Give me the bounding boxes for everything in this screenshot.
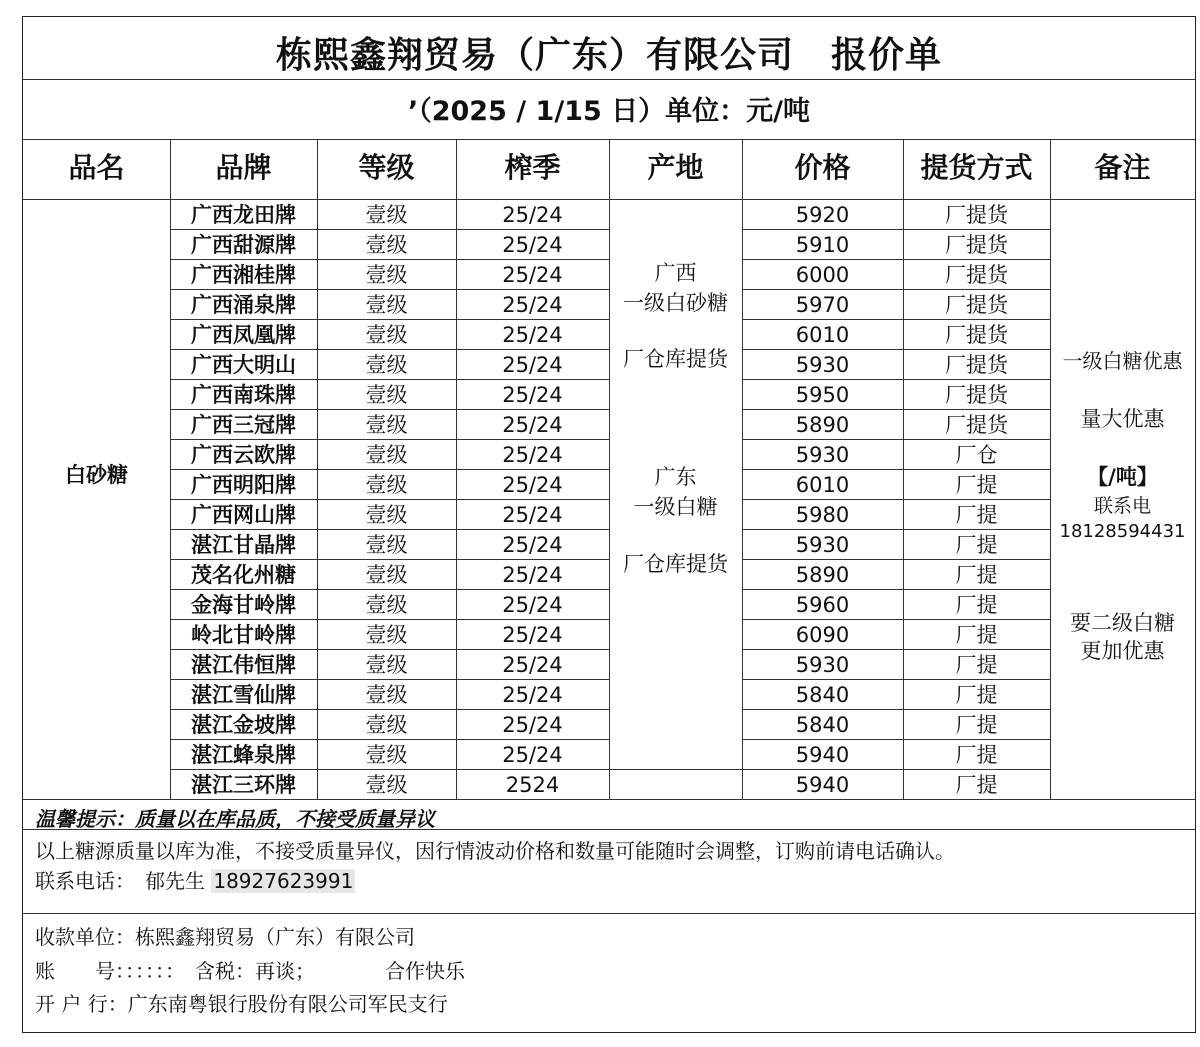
season-cell: 25/24: [502, 593, 563, 617]
season-cell: 25/24: [502, 323, 563, 347]
pickup-cell: 厂提: [955, 533, 998, 557]
brand-cell: 广西网山牌: [191, 503, 296, 527]
season-cell: 25/24: [502, 353, 563, 377]
pickup-cell: 厂提货: [945, 293, 1008, 317]
remark-line2: 量大优惠: [1080, 407, 1165, 431]
grade-cell: 壹级: [365, 683, 408, 707]
grade-cell: 壹级: [365, 563, 408, 587]
price-cell: 5890: [795, 413, 850, 437]
header-season: 榨季: [504, 151, 561, 184]
brand-cell: 金海甘岭牌: [191, 593, 296, 617]
header-pickup: 提货方式: [920, 151, 1033, 184]
title-divider: [23, 79, 1195, 80]
pickup-cell: 厂提: [955, 503, 998, 527]
bank-line: 开 户 行：广东南粤银行股份有限公司军民支行: [35, 992, 448, 1016]
season-cell: 25/24: [502, 623, 563, 647]
brand-cell: 湛江甘晶牌: [191, 533, 296, 557]
header-grade: 等级: [358, 151, 415, 184]
grade-cell: 壹级: [365, 593, 408, 617]
season-cell: 25/24: [502, 293, 563, 317]
pickup-cell: 厂提: [955, 683, 998, 707]
brand-cell: 岭北甘岭牌: [191, 623, 296, 647]
contact-line: [35, 865, 355, 894]
price-cell: 5980: [795, 503, 850, 527]
price-cell: 5890: [795, 563, 850, 587]
grade-cell: 壹级: [365, 353, 408, 377]
season-cell: 25/24: [502, 653, 563, 677]
brand-cell: 广西湘桂牌: [191, 263, 296, 287]
remark-line1: 一级白糖优惠: [1062, 349, 1183, 373]
grade-cell: 壹级: [365, 443, 408, 467]
season-cell: 25/24: [502, 533, 563, 557]
price-cell: 5970: [795, 293, 850, 317]
brand-cell: 茂名化州糖: [191, 563, 296, 587]
price-cell: 5930: [795, 443, 850, 467]
origin-guangdong-line2: 一级白糖: [633, 495, 718, 519]
grade-cell: 壹级: [365, 383, 408, 407]
grade-cell: 壹级: [365, 263, 408, 287]
header-origin: 产地: [647, 151, 704, 184]
origin-guangxi-line1: 广西: [654, 261, 697, 285]
pickup-cell: 厂提: [955, 713, 998, 737]
season-cell: 25/24: [502, 443, 563, 467]
brand-cell: 湛江金坡牌: [191, 713, 296, 737]
price-cell: 5930: [795, 353, 850, 377]
origin-guangdong-line3: 厂仓库提货: [623, 552, 728, 576]
season-cell: 25/24: [502, 563, 563, 587]
brand-cell: 广西涌泉牌: [191, 293, 296, 317]
pickup-cell: 厂提: [955, 653, 998, 677]
price-cell: 6010: [795, 323, 850, 347]
brand-cell: 广西凤凰牌: [191, 323, 296, 347]
brand-cell: 广西龙田牌: [191, 203, 296, 227]
remark-line4: 联系电: [1093, 495, 1151, 517]
grade-cell: 壹级: [365, 743, 408, 767]
price-cell: 6000: [795, 263, 850, 287]
brand-cell: 广西三冠牌: [191, 413, 296, 437]
quotation-sheet: [22, 16, 1196, 1033]
pickup-cell: 厂提货: [945, 233, 1008, 257]
notice-divider: [23, 913, 1195, 914]
header-brand: 品牌: [215, 151, 272, 184]
pickup-cell: 厂提货: [945, 413, 1008, 437]
page-title: 栋熙鑫翔贸易（广东）有限公司 报价单: [275, 35, 942, 76]
season-cell: 25/24: [502, 233, 563, 257]
brand-cell: 广西南珠牌: [191, 383, 296, 407]
date-unit-line: ’（2025 / 1/15 日）单位：元/吨: [407, 96, 811, 127]
grade-cell: 壹级: [365, 533, 408, 557]
pickup-cell: 厂提: [955, 473, 998, 497]
price-cell: 5940: [795, 743, 850, 767]
pickup-cell: 厂提: [955, 563, 998, 587]
grade-cell: 壹级: [365, 653, 408, 677]
season-cell: 25/24: [502, 473, 563, 497]
grade-cell: 壹级: [365, 233, 408, 257]
pickup-cell: 厂提货: [945, 383, 1008, 407]
season-cell: 25/24: [502, 683, 563, 707]
season-cell: 2524: [505, 773, 560, 797]
price-cell: 5840: [795, 683, 850, 707]
price-cell: 5930: [795, 533, 850, 557]
grade-cell: 壹级: [365, 293, 408, 317]
account-line: 账 号：：：：：： 含税：再谈； 合作快乐: [35, 959, 465, 983]
season-cell: 25/24: [502, 503, 563, 527]
brand-cell: 湛江伟恒牌: [191, 653, 296, 677]
price-cell: 6090: [795, 623, 850, 647]
remark-line6: 要二级白糖: [1070, 611, 1175, 635]
remark-phone: 18128594431: [1059, 521, 1186, 542]
origin-guangxi-line3: 厂仓库提货: [623, 347, 728, 371]
season-cell: 25/24: [502, 743, 563, 767]
brand-cell: 湛江三环牌: [191, 773, 296, 797]
pickup-cell: 厂提货: [945, 323, 1008, 347]
pickup-cell: 厂提: [955, 743, 998, 767]
grade-cell: 壹级: [365, 773, 408, 797]
pickup-cell: 厂提: [955, 773, 998, 797]
season-cell: 25/24: [502, 203, 563, 227]
season-cell: 25/24: [502, 713, 563, 737]
price-cell: 5930: [795, 653, 850, 677]
price-cell: 5840: [795, 713, 850, 737]
tip-text: 温馨提示：质量以在库品质，不接受质量异议: [35, 807, 435, 831]
season-cell: 25/24: [502, 383, 563, 407]
origin-guangdong-line1: 广东: [654, 465, 697, 489]
grade-cell: 壹级: [365, 473, 408, 497]
payee-line: 收款单位：栋熙鑫翔贸易（广东）有限公司: [35, 925, 415, 949]
brand-cell: 广西大明山: [191, 353, 296, 377]
grade-cell: 壹级: [365, 503, 408, 527]
pickup-cell: 厂提: [955, 623, 998, 647]
brand-cell: 广西云欧牌: [191, 443, 296, 467]
season-cell: 25/24: [502, 263, 563, 287]
price-cell: 5910: [795, 233, 850, 257]
notice-text: 以上糖源质量以库为准，不接受质量异仪，因行情波动价格和数量可能随时会调整，订购前请电话确认。: [35, 839, 955, 863]
brand-cell: 广西甜源牌: [191, 233, 296, 257]
price-cell: 5960: [795, 593, 850, 617]
remark-line3: 【/吨】: [1087, 465, 1158, 489]
price-cell: 5950: [795, 383, 850, 407]
grade-cell: 壹级: [365, 203, 408, 227]
price-cell: 6010: [795, 473, 850, 497]
header-price: 价格: [794, 151, 851, 184]
price-cell: 5920: [795, 203, 850, 227]
pickup-cell: 厂提货: [945, 353, 1008, 377]
remark-line7: 更加优惠: [1080, 639, 1165, 663]
brand-cell: 湛江雪仙牌: [191, 683, 296, 707]
pickup-cell: 厂提货: [945, 203, 1008, 227]
product-name: 白砂糖: [65, 463, 128, 487]
pickup-cell: 厂仓: [955, 443, 998, 467]
brand-cell: 湛江蜂泉牌: [191, 743, 296, 767]
pickup-cell: 厂提: [955, 593, 998, 617]
brand-cell: 广西明阳牌: [191, 473, 296, 497]
grade-cell: 壹级: [365, 623, 408, 647]
price-cell: 5940: [795, 773, 850, 797]
grade-cell: 壹级: [365, 413, 408, 437]
season-cell: 25/24: [502, 413, 563, 437]
row-divider: [609, 769, 742, 770]
header-product: 品名: [68, 151, 125, 184]
header-remarks: 备注: [1094, 151, 1151, 184]
contact-label: 联系电话： 郁先生: [35, 869, 205, 893]
grade-cell: 壹级: [365, 713, 408, 737]
pickup-cell: 厂提货: [945, 263, 1008, 287]
contact-phone[interactable]: 18927623991: [213, 869, 354, 893]
grade-cell: 壹级: [365, 323, 408, 347]
origin-guangxi-line2: 一级白砂糖: [623, 291, 728, 315]
